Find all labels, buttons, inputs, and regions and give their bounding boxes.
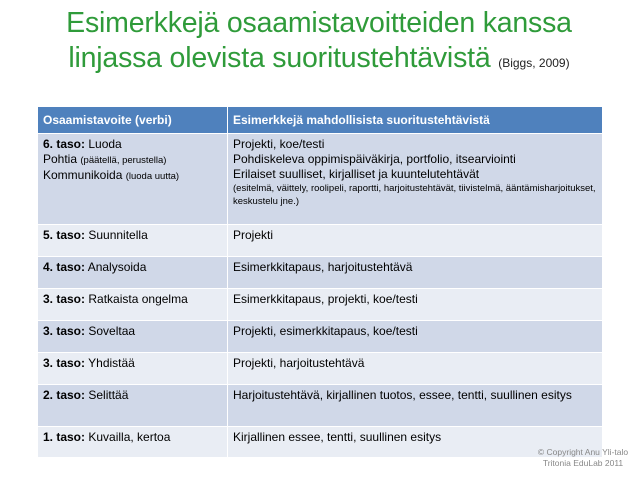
- copyright-line: Tritonia EduLab 2011: [542, 458, 624, 468]
- objective-cell: [38, 385, 228, 427]
- level-label: 6. taso:: [43, 137, 86, 151]
- tasks-cell: Projekti, harjoitustehtävä: [228, 353, 603, 385]
- tasks-cell: Kirjallinen essee, tentti, suullinen esitys: [228, 427, 603, 458]
- objective-cell: [38, 289, 228, 321]
- verb-note: (luoda uutta): [125, 171, 180, 182]
- table-row: [38, 321, 603, 353]
- level-label: 5. taso:: [43, 228, 86, 242]
- verb: Pohtia: [43, 152, 78, 166]
- task-line: Projekti, koe/testi: [233, 137, 325, 151]
- tasks-cell: Esimerkkitapaus, projekti, koe/testi: [228, 289, 603, 321]
- table-row: [38, 257, 603, 289]
- task-note: (esitelmä, väittely, roolipeli, raportti, harjoitustehtävät, tiivistelmä, ääntämisharjoitukset, keskustelu jne.): [233, 183, 596, 207]
- verb: Analysoida: [87, 260, 147, 274]
- copyright-line: © Copyright Anu Yli-talo: [537, 447, 629, 457]
- title-line-2-text: linjassa olevista suoritustehtävistä: [68, 42, 491, 74]
- objectives-table: [37, 106, 603, 458]
- task-line: Erilaiset suulliset, kirjalliset ja kuuntelutehtävät: [233, 167, 480, 181]
- tasks-cell: Projekti, esimerkkitapaus, koe/testi: [228, 321, 603, 353]
- level-label: 3. taso:: [43, 324, 86, 338]
- table-row: [38, 427, 603, 458]
- objective-cell: [38, 321, 228, 353]
- tasks-cell: Harjoitustehtävä, kirjallinen tuotos, essee, tentti, suullinen esitys: [228, 385, 603, 427]
- slide-title: [0, 6, 638, 81]
- level-label: 4. taso:: [43, 260, 86, 274]
- table-row: [38, 289, 603, 321]
- table-row: [38, 385, 603, 427]
- verb: Soveltaa: [88, 324, 136, 338]
- objective-cell: [38, 353, 228, 385]
- verb: Luoda: [88, 137, 122, 151]
- table-row: [38, 134, 603, 225]
- verb: Kommunikoida: [43, 168, 123, 182]
- tasks-cell: [228, 134, 603, 225]
- level-label: 1. taso:: [43, 430, 86, 444]
- objective-cell: [38, 257, 228, 289]
- verb: Ratkaista ongelma: [88, 292, 188, 306]
- title-line-2: [0, 41, 638, 81]
- copyright-notice: [530, 447, 636, 469]
- verb-note: (päätellä, perustella): [80, 155, 167, 166]
- verb: Yhdistää: [88, 356, 135, 370]
- tasks-cell: Projekti: [228, 225, 603, 257]
- table-row: [38, 353, 603, 385]
- citation: (Biggs, 2009): [498, 56, 570, 70]
- column-header-objective: Osaamistavoite (verbi): [38, 107, 228, 134]
- objective-cell: [38, 225, 228, 257]
- objective-cell: [38, 134, 228, 225]
- column-header-tasks: Esimerkkejä mahdollisista suoritustehtävistä: [228, 107, 603, 134]
- verb: Kuvailla, kertoa: [88, 430, 171, 444]
- tasks-cell: Esimerkkitapaus, harjoitustehtävä: [228, 257, 603, 289]
- task-line: Pohdiskeleva oppimispäiväkirja, portfolio, itsearviointi: [233, 152, 516, 166]
- title-line-1: Esimerkkejä osaamistavoitteiden kanssa: [66, 7, 572, 39]
- level-label: 2. taso:: [43, 388, 86, 402]
- verb: Selittää: [88, 388, 129, 402]
- verb: Suunnitella: [88, 228, 148, 242]
- level-label: 3. taso:: [43, 356, 86, 370]
- level-label: 3. taso:: [43, 292, 86, 306]
- table-header-row: [38, 107, 603, 134]
- objective-cell: [38, 427, 228, 458]
- table-row: [38, 225, 603, 257]
